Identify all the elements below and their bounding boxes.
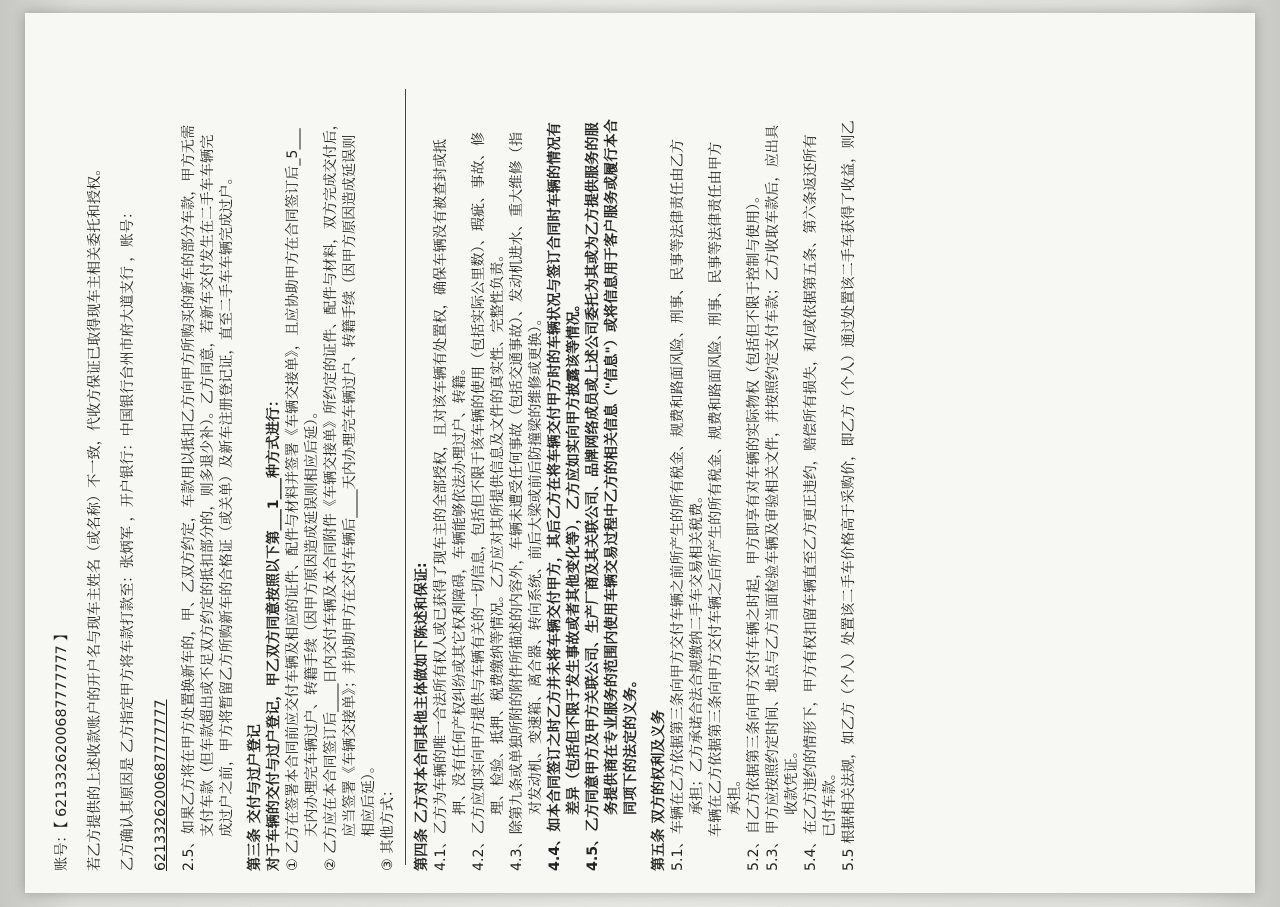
article-4-1-line-2: 押、没有任何产权纠纷或其它权利障碍，车辆能够依法办理过户、转籍。 xyxy=(452,360,468,815)
article-4-1-line-1: 4.1、乙方为车辆的唯一合法所有权人或已获得了现车主的全部授权，且对该车辆有处置权，确保车辆没有被查封或抵 xyxy=(433,139,449,871)
article-5-1-line-1: 5.1、车辆在乙方依据第三条向甲方交付车辆之前所产生的所有税金、规费和路面风险、刑事、民事等法律责任由乙方 xyxy=(670,139,686,871)
article-4-2-line-2: 理、检验、抵押、税费缴纳等情况。乙方应对其所提供信息及文件的真实性、完整性负责。 xyxy=(490,247,506,815)
article-5-3-line-2: 收款凭证。 xyxy=(784,744,800,815)
article-4-4-line-1: 4.4、如本合同签订之时乙方并未将车辆交付甲方，其后乙方在将车辆交付甲方时的车辆状况与签订合同时车辆的情况有 xyxy=(547,122,563,871)
article-4-5-line-3: 同项下的法定的义务。 xyxy=(623,673,639,815)
article-3-option-3: ③ 其他方式： xyxy=(380,782,396,871)
contract-text xyxy=(53,27,1235,871)
article-4-4-line-2: 差异（包括但不限于发生事故或者其他变化等），乙方应如实向甲方披露该等情况。 xyxy=(566,297,582,815)
name-mismatch-note: 若乙方提供的上述收款账户的开户名与现车主姓名（或名称）不一致，代收方保证已取得现车主相关委托和授权。 xyxy=(87,161,103,871)
article-5-2: 5.2、自乙方依据第三条向甲方交付车辆之时起，甲方即享有对车辆的实际物权（包括但不限于控制与使用）。 xyxy=(746,188,762,871)
article-4-2-line-1: 4.2、乙方应如实向甲方提供与车辆有关的一切信息，包括但不限于该车辆的使用（包括实际公里数）、瑕疵、事故、修 xyxy=(471,131,487,871)
article-5-3-line-1: 5.3、甲方应按照约定时间、地点与乙方当面检验车辆及审验相关文件，并按照约定支付车款；乙方收取车款后，应出具 xyxy=(765,124,781,871)
article-5-title: 第五条 双方的权利及义务 xyxy=(651,709,667,871)
article-4-5-line-1: 4.5、乙方同意甲方及甲方关联公司、生产厂商及其关联公司、品牌网络成员或上述公司委托为其或为乙方提供服务的服 xyxy=(585,122,601,871)
article-4-3-line-2: 对发动机、变速箱、离合器、转向系统、前后大梁或前后防撞梁的维修或更换）。 xyxy=(528,311,544,815)
clause-2-5-line-3: 成过户之前，甲方将暂留乙方所购新车的合格证（或关单）及新车注册登记证，直至二手车车辆完成过户。 xyxy=(219,170,235,837)
clause-2-5-line-1: 2.5、如果乙方将在甲方处置换新车的，甲、乙双方约定，车款用以抵扣乙方向甲方所购买的新车的部分车款，甲方无需 xyxy=(181,124,197,871)
article-3-intro: 对于车辆的交付与过户登记，甲乙双方同意按照以下第___1___种方式进行： xyxy=(266,392,282,871)
account-line: 账号：【 6213326200687777777 】 xyxy=(54,626,70,871)
article-4-3-line-1: 4.3、除第九条或单独所附的附件所描述的内容外，车辆未遭受任何事故（包括交通事故）、发动机进水、重大维修（指 xyxy=(509,131,525,871)
article-3-option-2-line-2: 应当签署《车辆交接单》；并协助甲方在交付车辆后____天内办理完车辆过户、转籍手续（因甲方原因造成延误则 xyxy=(342,134,358,837)
clause-2-5-line-2: 支付车款（但车款超出或不足双方约定的抵扣部分的，则多退少补）。乙方同意，若新车交付发生在二手车车辆完 xyxy=(200,134,216,837)
account-number: 6213326200687777777 xyxy=(153,699,169,871)
article-4-5-line-2: 务提供商在专业服务的范围内使用车辆交易过程中乙方的相关信息（"信息"）或将信息用于客户服务或履行本合 xyxy=(604,119,620,815)
article-3-option-2-line-3: 相应后延）。 xyxy=(361,758,377,837)
payment-designation: 乙方确认其原因是 乙方指定甲方将车款打款至：张炳军 ，开户银行：中国银行台州市府大道支行 ，账号： xyxy=(120,204,136,871)
contract-page xyxy=(25,13,1255,893)
article-5-1-line-2: 承担；乙方承诺合法合规缴纳二手车交易相关税费。 xyxy=(689,488,705,815)
article-5-5: 5.5 根据相关法规，如乙方（个人）处置该二手车价格高于采购价，即乙方（个人）通过处置该二手车获得了收益，则乙 xyxy=(841,120,857,871)
article-5-1-line-4: 承担。 xyxy=(727,772,743,815)
article-3-title: 第三条 交付与过户登记 xyxy=(247,724,263,871)
article-3-option-2-line-1: ② 乙方应在本合同签订后____日内交付车辆及本合同附件《车辆交接单》所约定的证件、配件与材料，双方完成交付后， xyxy=(323,116,339,871)
article-5-4-line-1: 5.4、在乙方违约的情形下，甲方有权扣留车辆直至乙方更正违约，赔偿所有损失，和/或依据第五条、第六条返还所有 xyxy=(803,134,819,871)
article-3-option-1-line-1: ① 乙方在签署本合同前应交付车辆及相应的证件、配件与材料并签署《车辆交接单》，且应协助甲方在合同签订后_5___ xyxy=(285,128,301,871)
article-5-4-line-2: 已付车款。 xyxy=(822,766,838,837)
fill-in-line xyxy=(405,89,406,865)
article-3-option-1-line-2: 天内办理完车辆过户、转籍手续（因甲方原因造成延误则相应后延）。 xyxy=(304,404,320,837)
article-5-1-line-3: 车辆在乙方依据第三条向甲方交付车辆之后所产生的所有税金、规费和路面风险、刑事、民事等法律责任由甲方 xyxy=(708,141,724,837)
article-4-title: 第四条 乙方对本合同其他主体做如下陈述和保证: xyxy=(414,562,430,871)
